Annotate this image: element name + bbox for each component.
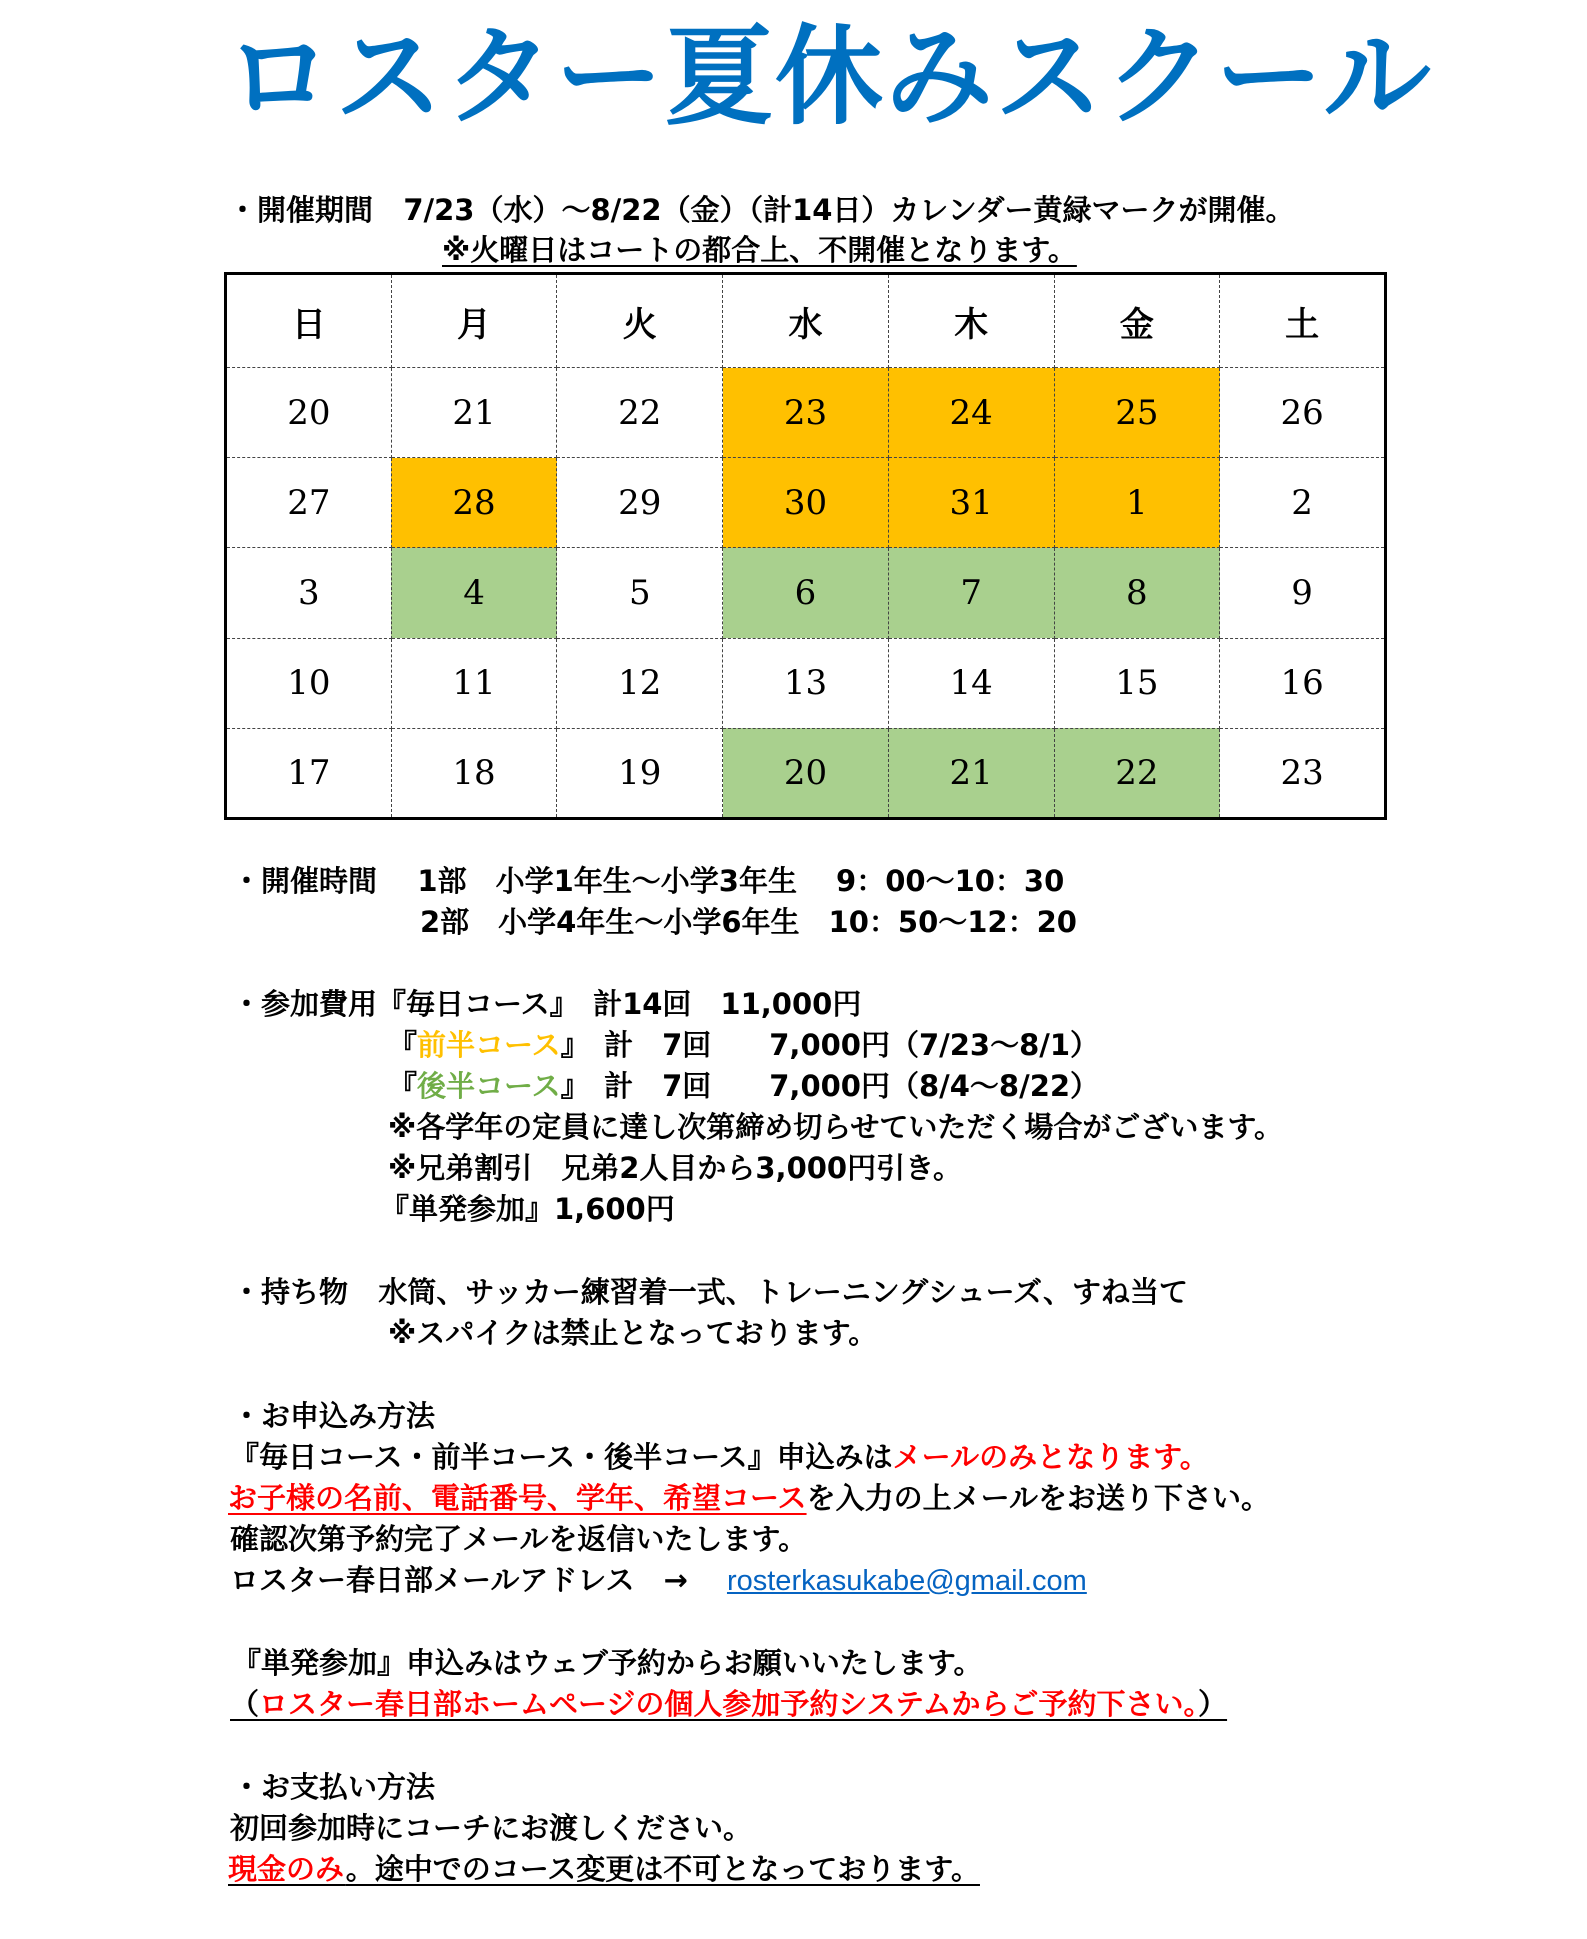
calendar-day-cell: 8 bbox=[1054, 548, 1220, 638]
calendar-day-cell: 20 bbox=[226, 368, 392, 458]
fee-first-name: 前半コース bbox=[417, 1028, 561, 1062]
calendar-day-cell: 11 bbox=[391, 638, 557, 728]
weekday-wed: 水 bbox=[723, 274, 889, 368]
calendar-day-cell: 31 bbox=[888, 458, 1054, 548]
fee-daily: 『毎日コース』 計14回 11,000円 bbox=[377, 987, 862, 1021]
calendar-day-cell: 26 bbox=[1220, 368, 1386, 458]
calendar-week-row bbox=[226, 368, 1386, 458]
calendar-day-cell: 25 bbox=[1054, 368, 1220, 458]
calendar-day-cell: 22 bbox=[557, 368, 723, 458]
page-title: ロスター夏休みスクール bbox=[225, 15, 1433, 140]
calendar-week-row bbox=[226, 458, 1386, 548]
calendar-day-cell: 9 bbox=[1220, 548, 1386, 638]
calendar-day-cell: 28 bbox=[391, 458, 557, 548]
apply-single-close: ） bbox=[1198, 1687, 1228, 1721]
apply-line-2 bbox=[228, 1478, 1270, 1518]
calendar-day-cell: 1 bbox=[1054, 458, 1220, 548]
fee-line-daily bbox=[232, 984, 861, 1024]
calendar-week-row bbox=[226, 638, 1386, 728]
calendar-day-cell: 30 bbox=[723, 458, 889, 548]
fee-line-second bbox=[388, 1066, 1099, 1106]
apply-single-open: （ bbox=[230, 1687, 260, 1721]
calendar-day-cell: 20 bbox=[723, 728, 889, 818]
apply-line-1 bbox=[230, 1437, 1209, 1477]
calendar-day-cell: 15 bbox=[1054, 638, 1220, 728]
weekday-mon: 月 bbox=[391, 274, 557, 368]
fee-first-rest: 』 計 7回 7,000円（7/23〜8/1） bbox=[560, 1028, 1100, 1062]
calendar-day-cell: 16 bbox=[1220, 638, 1386, 728]
payment-label: ・お支払い方法 bbox=[232, 1770, 436, 1804]
calendar-week-row bbox=[226, 548, 1386, 638]
calendar-day-cell: 21 bbox=[888, 728, 1054, 818]
time-part2: 2部 小学4年生〜小学6年生 10：50〜12：20 bbox=[420, 905, 1077, 939]
fee-note-1: ※各学年の定員に達し次第締め切らせていただく場合がございます。 bbox=[388, 1110, 1284, 1144]
calendar-week-row bbox=[226, 728, 1386, 818]
calendar-day-cell: 23 bbox=[1280, 752, 1324, 793]
calendar-day-cell: 23 bbox=[723, 368, 889, 458]
calendar-day-cell: 5 bbox=[557, 548, 723, 638]
fee-second-name: 後半コース bbox=[417, 1069, 561, 1103]
calendar-day-cell: 6 bbox=[723, 548, 889, 638]
items-note: ※スパイクは禁止となっております。 bbox=[388, 1316, 878, 1350]
apply-line-3: 確認次第予約完了メールを返信いたします。 bbox=[230, 1522, 808, 1556]
calendar-day-cell: 24 bbox=[888, 368, 1054, 458]
period-dates: 7/23（水）〜8/22（金）（計14日）カレンダー黄緑マークが開催。 bbox=[403, 193, 1295, 227]
period-note: ※火曜日はコートの都合上、不開催となります。 bbox=[442, 233, 1077, 267]
weekday-sat: 土 bbox=[1220, 274, 1386, 368]
calendar-day-cell: 18 bbox=[391, 728, 557, 818]
calendar-day-cell: 4 bbox=[391, 548, 557, 638]
calendar-day-cell: 2 bbox=[1220, 458, 1386, 548]
period-line bbox=[228, 190, 1295, 230]
email-link[interactable]: rosterkasukabe@gmail.com bbox=[726, 1565, 1087, 1597]
payment-line-1: 初回参加時にコーチにお渡しください。 bbox=[230, 1811, 753, 1845]
calendar-day-cell: 7 bbox=[888, 548, 1054, 638]
time-part1: 1部 小学1年生〜小学3年生 9：00〜10：30 bbox=[417, 864, 1065, 898]
items-label: ・持ち物 bbox=[232, 1275, 349, 1309]
calendar-day-cell: 21 bbox=[391, 368, 557, 458]
period-label: ・開催期間 bbox=[228, 193, 374, 227]
calendar-day-cell: 14 bbox=[888, 638, 1054, 728]
fee-note-2: ※兄弟割引 兄弟2人目から3,000円引き。 bbox=[388, 1151, 962, 1185]
calendar-day-cell: 22 bbox=[1054, 728, 1220, 818]
weekday-fri: 金 bbox=[1054, 274, 1220, 368]
payment-line-2 bbox=[228, 1849, 980, 1889]
calendar-day-cell: 27 bbox=[226, 458, 392, 548]
fee-line-first bbox=[388, 1025, 1099, 1065]
items-line bbox=[232, 1272, 1188, 1312]
apply-line-4 bbox=[230, 1560, 1087, 1601]
apply-single-note-text: ロスター春日部ホームページの個人参加予約システムからご予約下さい。 bbox=[259, 1687, 1199, 1721]
payment-cash: 現金のみ bbox=[228, 1852, 346, 1886]
weekday-sun: 日 bbox=[226, 274, 392, 368]
apply-line-1b: メールのみとなります。 bbox=[892, 1440, 1209, 1474]
apply-line-2b: を入力の上メールをお送り下さい。 bbox=[806, 1481, 1270, 1515]
apply-single-line: 『単発参加』申込みはウェブ予約からお願いいたします。 bbox=[232, 1646, 983, 1680]
calendar-header-row bbox=[226, 274, 1386, 368]
calendar-day-cell: 29 bbox=[557, 458, 723, 548]
calendar-day-cell: 10 bbox=[226, 638, 392, 728]
weekday-thu: 木 bbox=[888, 274, 1054, 368]
fee-first-open: 『 bbox=[388, 1028, 418, 1062]
calendar-day-cell: 3 bbox=[226, 548, 392, 638]
apply-line-1a: 『毎日コース・前半コース・後半コース』申込みは bbox=[230, 1440, 893, 1474]
calendar-day-cell: 17 bbox=[226, 728, 392, 818]
items-list: 水筒、サッカー練習着一式、トレーニングシューズ、すね当て bbox=[378, 1275, 1188, 1309]
calendar bbox=[224, 272, 1387, 820]
apply-line-4-label: ロスター春日部メールアドレス → bbox=[230, 1563, 717, 1597]
payment-line-2-rest: 。途中でのコース変更は不可となっております。 bbox=[345, 1852, 980, 1886]
apply-label: ・お申込み方法 bbox=[232, 1399, 436, 1433]
calendar-day-cell: 19 bbox=[557, 728, 723, 818]
fee-single: 『単発参加』1,600円 bbox=[380, 1192, 675, 1226]
fee-second-rest: 』 計 7回 7,000円（8/4〜8/22） bbox=[560, 1069, 1100, 1103]
calendar-day-cell: 13 bbox=[723, 638, 889, 728]
fee-label: ・参加費用 bbox=[232, 987, 378, 1021]
fee-second-open: 『 bbox=[388, 1069, 418, 1103]
apply-line-2a: お子様の名前、電話番号、学年、希望コース bbox=[228, 1481, 807, 1515]
time-line-1 bbox=[232, 861, 1064, 901]
time-label: ・開催時間 bbox=[232, 864, 378, 898]
calendar-day-cell: 12 bbox=[557, 638, 723, 728]
weekday-tue: 火 bbox=[557, 274, 723, 368]
apply-single-note bbox=[230, 1684, 1227, 1724]
